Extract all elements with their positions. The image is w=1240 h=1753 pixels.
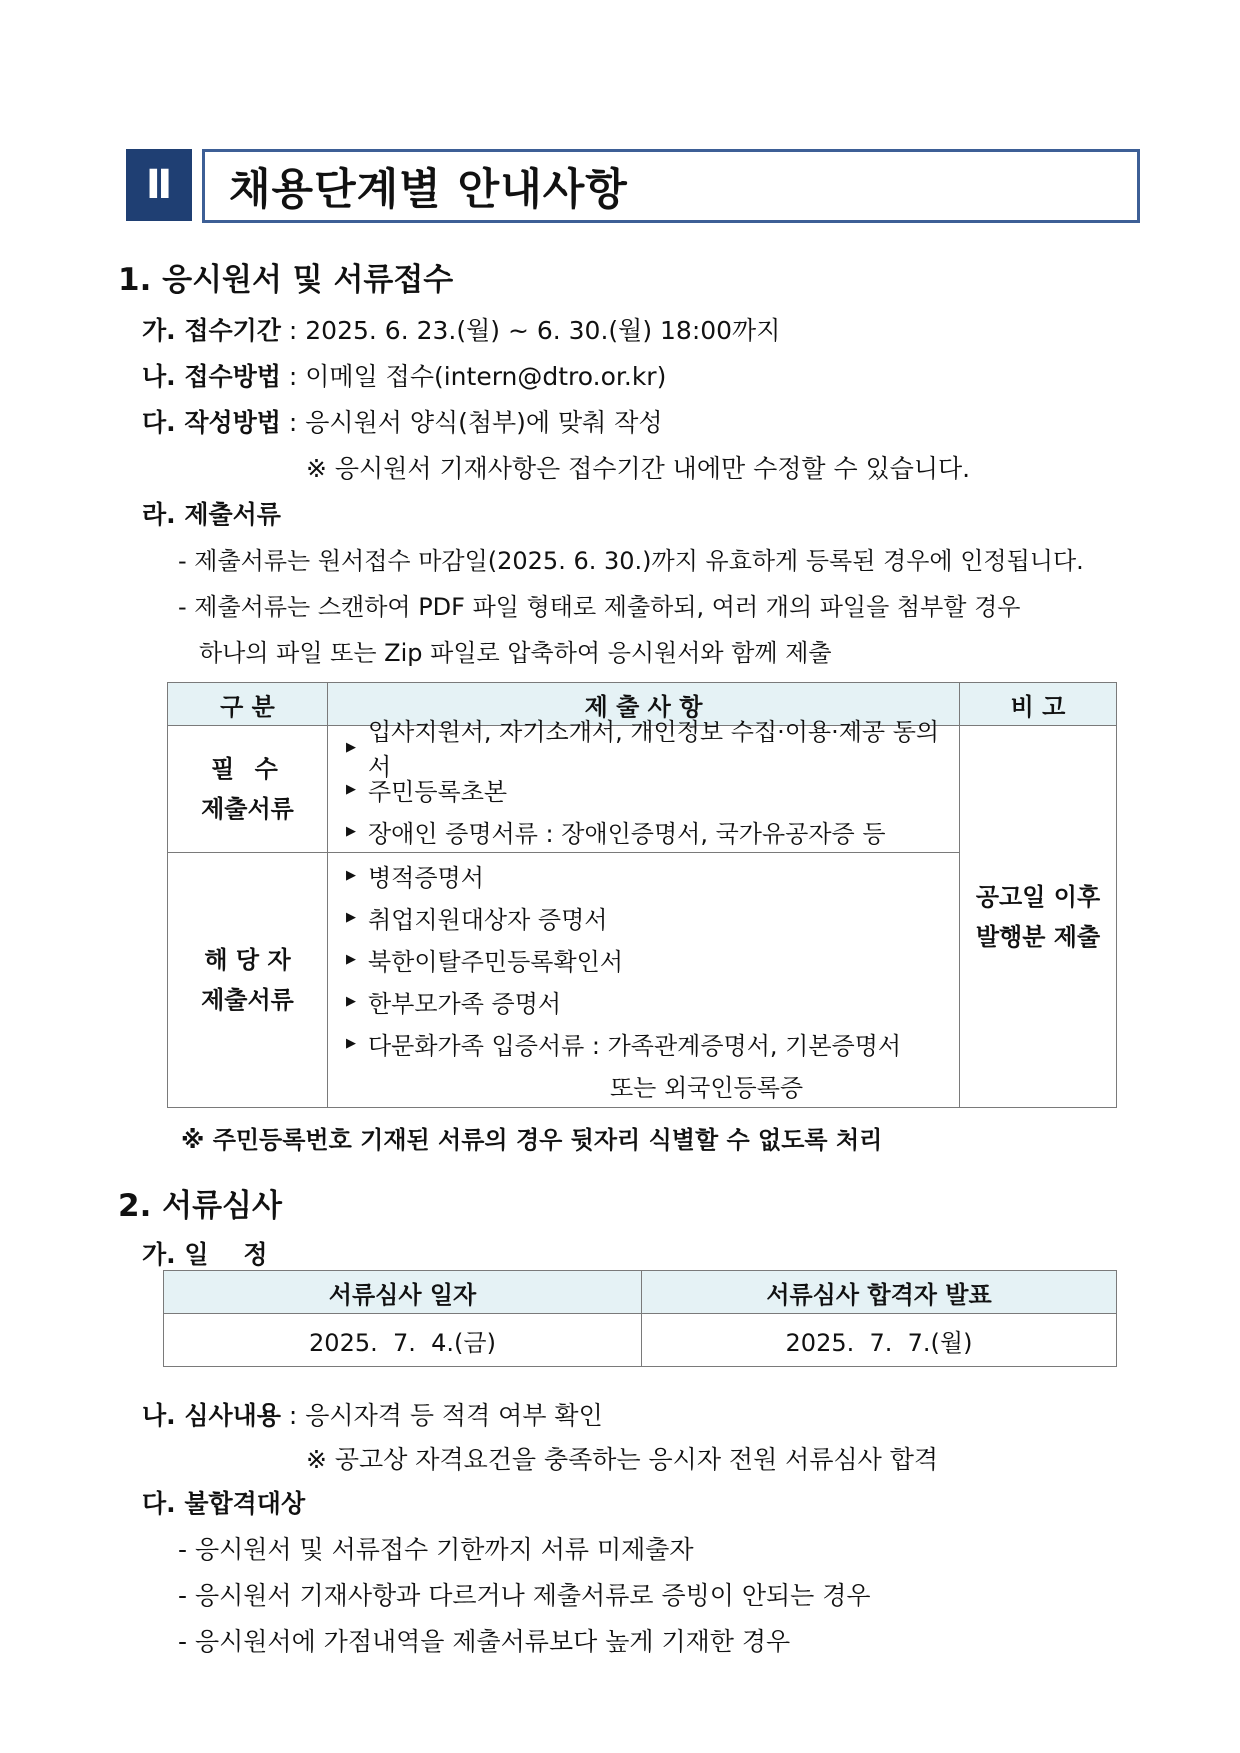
category-applicable [168,853,328,1108]
col-header-announcement: 서류심사 합격자 발표 [642,1271,1117,1314]
schedule-table [163,1270,1117,1367]
list-item-continuation [328,1064,959,1106]
announcement-date: 2025. 7. 7.(월) [642,1314,1117,1367]
triangle-bullet-icon: ▶ [346,951,356,967]
list-item [328,896,959,938]
item-text: 장애인 증명서류 : 장애인증명서, 국가유공자증 등 [368,819,886,848]
items-applicable [328,853,960,1108]
col-header-category: 구 분 [168,683,328,726]
write-value: 응시원서 양식(첨부)에 맞춰 작성 [305,408,663,437]
note-cell [960,726,1117,1108]
table-header-row [164,1271,1117,1314]
category-line: 제출서류 [201,795,294,823]
triangle-bullet-icon: ▶ [346,739,356,755]
item-text: 주민등록초본 [368,777,508,806]
method-value: 이메일 접수(intern@dtro.or.kr) [305,362,667,391]
list-item [328,854,959,896]
item-text: 병적증명서 [368,863,484,892]
list-item [328,980,959,1022]
triangle-bullet-icon: ▶ [346,867,356,883]
list-item [328,718,959,781]
period-value: 2025. 6. 23.(월) ~ 6. 30.(월) 18:00까지 [305,316,781,345]
docs-bullet-1: - 제출서류는 원서접수 마감일(2025. 6. 30.)까지 유효하게 등록된 경우에 인정됩니다. [178,547,1084,575]
colon: : [288,316,306,345]
review-label: 나. 심사내용 [142,1401,281,1430]
method-row [142,357,666,393]
write-label: 다. 작성방법 [142,408,281,437]
note-line: 발행분 제출 [975,922,1101,951]
documents-table [167,682,1117,1108]
review-date: 2025. 7. 4.(금) [164,1314,642,1367]
colon: : [288,1401,306,1430]
list-item [328,810,959,852]
table-row [164,1314,1117,1367]
section-header [126,149,1116,221]
triangle-bullet-icon: ▶ [346,823,356,839]
fail-item: - 응시원서 및 서류접수 기한까지 서류 미제출자 [178,1535,694,1564]
item-text: 입사지원서, 자기소개서, 개인정보 수집·이용·제공 동의서 [368,718,940,781]
list-item [328,938,959,980]
category-required [168,726,328,853]
docs-bullet-2-line2: 하나의 파일 또는 Zip 파일로 압축하여 응시원서와 함께 제출 [199,639,832,667]
item-text: 또는 외국인등록증 [610,1073,804,1102]
triangle-bullet-icon: ▶ [346,909,356,925]
fail-item: - 응시원서 기재사항과 다르거나 제출서류로 증빙이 안되는 경우 [178,1581,871,1610]
docs-bullet-2-line1: - 제출서류는 스캔하여 PDF 파일 형태로 제출하되, 여러 개의 파일을 첨부할 경우 [178,593,1021,621]
item-text: 북한이탈주민등록확인서 [368,947,624,976]
colon: : [288,362,306,391]
schedule-label: 가. 일 정 [142,1240,268,1269]
docs-label: 라. 제출서류 [142,500,281,529]
col-header-note: 비 고 [960,683,1117,726]
fail-item: - 응시원서에 가점내역을 제출서류보다 높게 기재한 경우 [178,1627,791,1656]
category-line: 제출서류 [201,986,294,1014]
note-line: 공고일 이후 [975,882,1101,911]
category-line: 필 수 [211,755,284,783]
table-row [168,726,1117,853]
items-required [328,718,960,853]
write-note: ※ 응시원서 기재사항은 접수기간 내에만 수정할 수 있습니다. [306,454,971,483]
item-text: 한부모가족 증명서 [368,989,562,1018]
category-line: 해 당 자 [204,946,291,974]
review-row [142,1396,603,1432]
col-header-items: 제 출 사 항 [328,683,960,726]
review-note: ※ 공고상 자격요건을 충족하는 응시자 전원 서류심사 합격 [306,1445,939,1474]
section-title: 채용단계별 안내사항 [229,164,628,215]
review-value: 응시자격 등 적격 여부 확인 [305,1401,603,1430]
triangle-bullet-icon: ▶ [346,781,356,797]
period-row [142,311,780,347]
heading-application: 1. 응시원서 및 서류접수 [118,262,454,298]
write-row [142,403,663,439]
col-header-review-date: 서류심사 일자 [164,1271,642,1314]
table-note: ※ 주민등록번호 기재된 서류의 경우 뒷자리 식별할 수 없도록 처리 [181,1126,883,1154]
fail-label: 다. 불합격대상 [142,1489,306,1518]
item-text: 취업지원대상자 증명서 [368,905,608,934]
section-number: Ⅱ [126,149,192,221]
triangle-bullet-icon: ▶ [346,993,356,1009]
triangle-bullet-icon: ▶ [346,1035,356,1051]
list-item [328,1022,959,1064]
section-title-box [202,149,1140,223]
method-label: 나. 접수방법 [142,362,281,391]
heading-review: 2. 서류심사 [118,1188,282,1224]
colon: : [288,408,306,437]
item-text: 다문화가족 입증서류 : 가족관계증명서, 기본증명서 [368,1031,902,1060]
period-label: 가. 접수기간 [142,316,281,345]
